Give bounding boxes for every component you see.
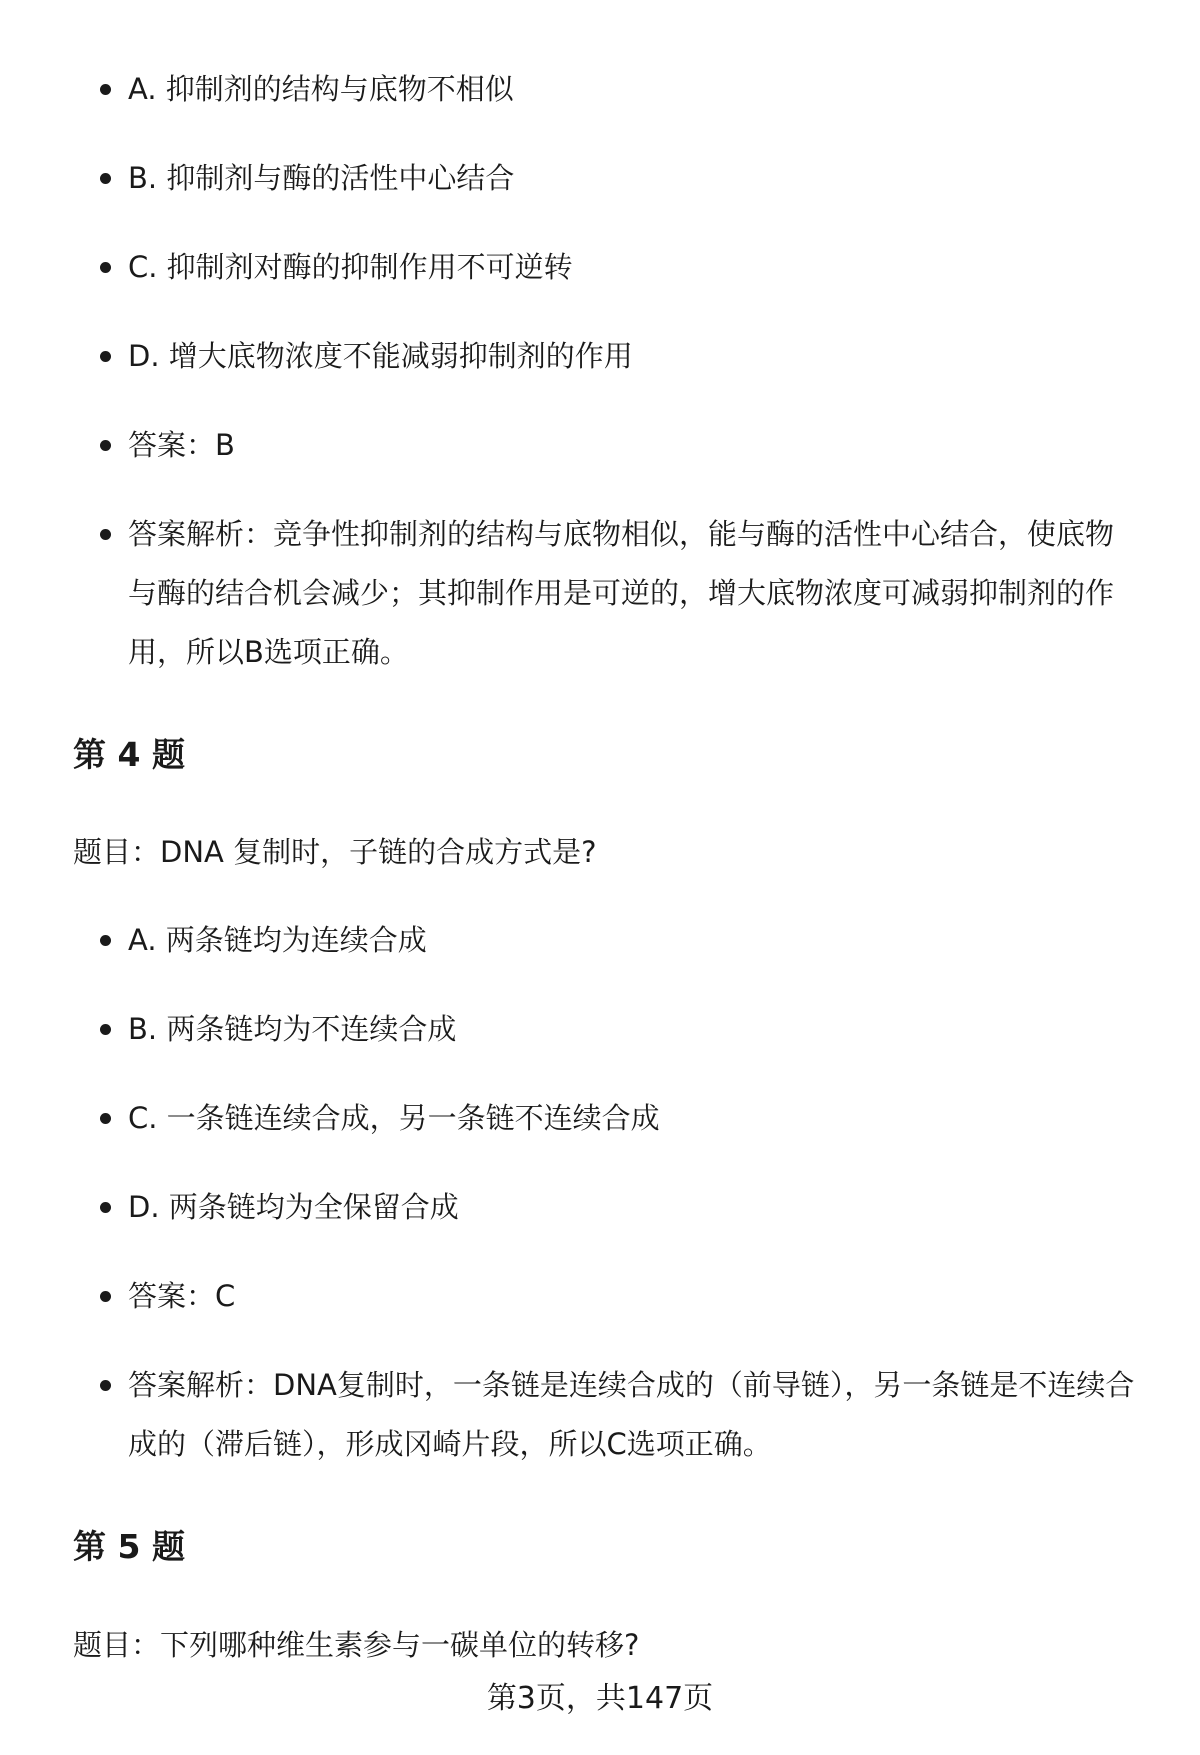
option-d: D. 增大底物浓度不能减弱抑制剂的作用 [128, 327, 1138, 386]
option-c: C. 抑制剂对酶的抑制作用不可逆转 [128, 238, 1138, 297]
question-4-heading: 第 4 题 [73, 735, 185, 774]
page-number: 第3页，共147页 [486, 1681, 714, 1716]
question-4-stem: 题目：DNA 复制时，子链的合成方式是? [73, 835, 597, 869]
answer: 答案：C [128, 1267, 1138, 1326]
question-5-heading: 第 5 题 [73, 1527, 185, 1566]
option-b: B. 两条链均为不连续合成 [128, 1000, 1138, 1059]
option-b: B. 抑制剂与酶的活性中心结合 [128, 149, 1138, 208]
question-5-stem: 题目：下列哪种维生素参与一碳单位的转移? [73, 1628, 640, 1662]
option-a: A. 抑制剂的结构与底物不相似 [128, 60, 1138, 119]
option-a: A. 两条链均为连续合成 [128, 911, 1138, 970]
answer-explanation: 答案解析：竞争性抑制剂的结构与底物相似，能与酶的活性中心结合，使底物与酶的结合机会减少；其抑制作用是可逆的，增大底物浓度可减弱抑制剂的作用，所以B选项正确。 [128, 505, 1138, 682]
answer: 答案：B [128, 416, 1138, 475]
option-d: D. 两条链均为全保留合成 [128, 1178, 1138, 1237]
option-c: C. 一条链连续合成，另一条链不连续合成 [128, 1089, 1138, 1148]
answer-explanation: 答案解析：DNA复制时，一条链是连续合成的（前导链），另一条链是不连续合成的（滞后链），形成冈崎片段，所以C选项正确。 [128, 1356, 1138, 1474]
